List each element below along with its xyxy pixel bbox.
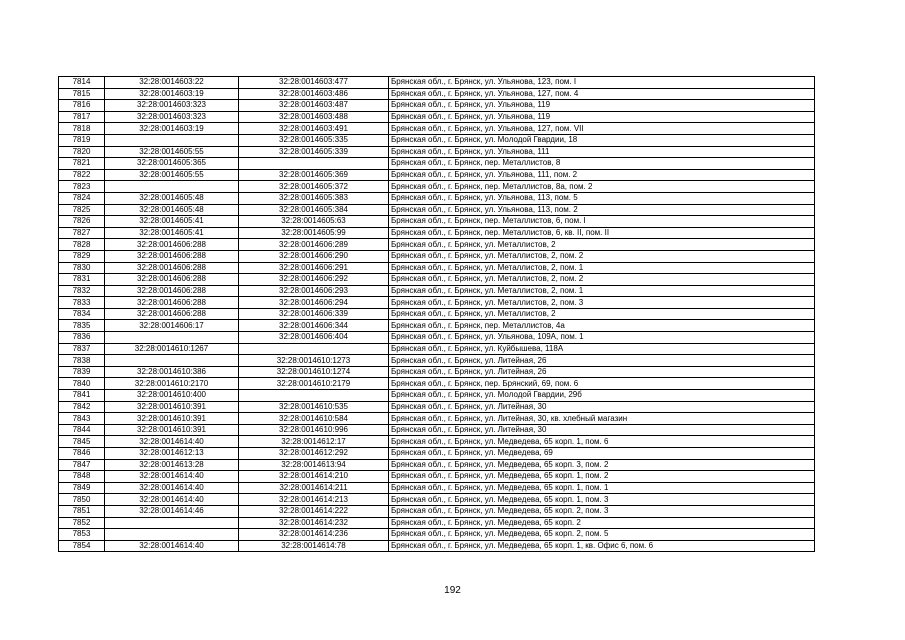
table-row — [59, 436, 815, 448]
cadastral-object-cell: 32:28:0014603:491 — [239, 123, 389, 135]
cadastral-object-cell: 32:28:0014605:369 — [239, 169, 389, 181]
cadastral-object-cell: 32:28:0014613:94 — [239, 459, 389, 471]
cadastral-parcel-cell: 32:28:0014606:288 — [105, 285, 239, 297]
address-cell: Брянская обл., г. Брянск, пер. Брянский, 69, пом. 6 — [389, 378, 815, 390]
cadastral-object-cell: 32:28:0014614:236 — [239, 529, 389, 541]
cadastral-object-cell: 32:28:0014610:1274 — [239, 366, 389, 378]
table-row — [59, 204, 815, 216]
row-number-cell: 7838 — [59, 355, 105, 367]
address-cell: Брянская обл., г. Брянск, ул. Металлистов, 2, пом. 1 — [389, 262, 815, 274]
row-number-cell: 7851 — [59, 505, 105, 517]
row-number-cell: 7821 — [59, 158, 105, 170]
cadastral-parcel-cell — [105, 181, 239, 193]
cadastral-parcel-cell: 32:28:0014610:1267 — [105, 343, 239, 355]
cadastral-parcel-cell: 32:28:0014606:17 — [105, 320, 239, 332]
cadastral-parcel-cell: 32:28:0014606:288 — [105, 274, 239, 286]
row-number-cell: 7854 — [59, 540, 105, 552]
cadastral-object-cell: 32:28:0014614:232 — [239, 517, 389, 529]
row-number-cell: 7817 — [59, 111, 105, 123]
address-cell: Брянская обл., г. Брянск, ул. Медведева, 65 корп. 1, кв. Офис 6, пом. 6 — [389, 540, 815, 552]
cadastral-object-cell: 32:28:0014606:291 — [239, 262, 389, 274]
table-row — [59, 459, 815, 471]
table-row — [59, 355, 815, 367]
cadastral-parcel-cell: 32:28:0014603:323 — [105, 111, 239, 123]
table-row — [59, 540, 815, 552]
address-cell: Брянская обл., г. Брянск, ул. Медведева, 65 корп. 2, пом. 3 — [389, 505, 815, 517]
cadastral-parcel-cell: 32:28:0014613:28 — [105, 459, 239, 471]
row-number-cell: 7814 — [59, 77, 105, 89]
cadastral-object-cell: 32:28:0014605:372 — [239, 181, 389, 193]
registry-table — [58, 76, 815, 552]
address-cell: Брянская обл., г. Брянск, ул. Литейная, 26 — [389, 355, 815, 367]
cadastral-object-cell: 32:28:0014606:294 — [239, 297, 389, 309]
table-row — [59, 111, 815, 123]
cadastral-parcel-cell: 32:28:0014614:40 — [105, 471, 239, 483]
table-row — [59, 77, 815, 89]
table-row — [59, 332, 815, 344]
cadastral-object-cell: 32:28:0014614:213 — [239, 494, 389, 506]
row-number-cell: 7835 — [59, 320, 105, 332]
address-cell: Брянская обл., г. Брянск, пер. Металлистов, 6, кв. II, пом. II — [389, 227, 815, 239]
table-row — [59, 169, 815, 181]
table-row — [59, 401, 815, 413]
cadastral-object-cell: 32:28:0014612:292 — [239, 448, 389, 460]
table-row — [59, 343, 815, 355]
address-cell: Брянская обл., г. Брянск, ул. Медведева, 65 корп. 3, пом. 2 — [389, 459, 815, 471]
table-row — [59, 378, 815, 390]
cadastral-object-cell: 32:28:0014606:289 — [239, 239, 389, 251]
address-cell: Брянская обл., г. Брянск, ул. Медведева, 65 корп. 2 — [389, 517, 815, 529]
cadastral-parcel-cell: 32:28:0014603:19 — [105, 88, 239, 100]
address-cell: Брянская обл., г. Брянск, пер. Металлистов, 8 — [389, 158, 815, 170]
cadastral-parcel-cell: 32:28:0014605:41 — [105, 227, 239, 239]
address-cell: Брянская обл., г. Брянск, ул. Ульянова, 123, пом. I — [389, 77, 815, 89]
cadastral-object-cell: 32:28:0014606:339 — [239, 308, 389, 320]
table-row — [59, 424, 815, 436]
row-number-cell: 7826 — [59, 216, 105, 228]
cadastral-parcel-cell: 32:28:0014603:323 — [105, 100, 239, 112]
table-row — [59, 146, 815, 158]
page-number: 192 — [444, 585, 461, 596]
row-number-cell: 7846 — [59, 448, 105, 460]
cadastral-parcel-cell: 32:28:0014614:40 — [105, 482, 239, 494]
address-cell: Брянская обл., г. Брянск, ул. Ульянова, 113, пом. 5 — [389, 192, 815, 204]
table-row — [59, 181, 815, 193]
table-row — [59, 274, 815, 286]
cadastral-parcel-cell: 32:28:0014605:55 — [105, 169, 239, 181]
cadastral-parcel-cell: 32:28:0014610:400 — [105, 390, 239, 402]
cadastral-parcel-cell: 32:28:0014603:19 — [105, 123, 239, 135]
cadastral-parcel-cell — [105, 529, 239, 541]
cadastral-object-cell: 32:28:0014605:383 — [239, 192, 389, 204]
table-row — [59, 262, 815, 274]
table-row — [59, 471, 815, 483]
table-row — [59, 239, 815, 251]
row-number-cell: 7818 — [59, 123, 105, 135]
row-number-cell: 7852 — [59, 517, 105, 529]
address-cell: Брянская обл., г. Брянск, ул. Медведева, 65 корп. 1, пом. 3 — [389, 494, 815, 506]
table-row — [59, 227, 815, 239]
cadastral-object-cell: 32:28:0014603:488 — [239, 111, 389, 123]
row-number-cell: 7850 — [59, 494, 105, 506]
cadastral-parcel-cell: 32:28:0014610:391 — [105, 413, 239, 425]
cadastral-parcel-cell: 32:28:0014605:48 — [105, 204, 239, 216]
cadastral-object-cell — [239, 343, 389, 355]
row-number-cell: 7825 — [59, 204, 105, 216]
row-number-cell: 7828 — [59, 239, 105, 251]
address-cell: Брянская обл., г. Брянск, ул. Медведева, 69 — [389, 448, 815, 460]
address-cell: Брянская обл., г. Брянск, ул. Медведева, 65 корп. 1, пом. 2 — [389, 471, 815, 483]
row-number-cell: 7822 — [59, 169, 105, 181]
table-row — [59, 413, 815, 425]
row-number-cell: 7816 — [59, 100, 105, 112]
address-cell: Брянская обл., г. Брянск, пер. Металлистов, 6, пом. I — [389, 216, 815, 228]
row-number-cell: 7832 — [59, 285, 105, 297]
cadastral-object-cell: 32:28:0014614:222 — [239, 505, 389, 517]
row-number-cell: 7847 — [59, 459, 105, 471]
cadastral-parcel-cell: 32:28:0014610:391 — [105, 401, 239, 413]
address-cell: Брянская обл., г. Брянск, ул. Ульянова, 109А, пом. 1 — [389, 332, 815, 344]
row-number-cell: 7837 — [59, 343, 105, 355]
row-number-cell: 7833 — [59, 297, 105, 309]
address-cell: Брянская обл., г. Брянск, ул. Молодой Гвардии, 29б — [389, 390, 815, 402]
cadastral-parcel-cell: 32:28:0014614:46 — [105, 505, 239, 517]
cadastral-parcel-cell: 32:28:0014614:40 — [105, 540, 239, 552]
cadastral-parcel-cell: 32:28:0014606:288 — [105, 297, 239, 309]
address-cell: Брянская обл., г. Брянск, ул. Металлистов, 2, пом. 3 — [389, 297, 815, 309]
cadastral-parcel-cell: 32:28:0014610:386 — [105, 366, 239, 378]
address-cell: Брянская обл., г. Брянск, ул. Ульянова, 119 — [389, 111, 815, 123]
table-row — [59, 216, 815, 228]
row-number-cell: 7844 — [59, 424, 105, 436]
table-row — [59, 158, 815, 170]
cadastral-parcel-cell: 32:28:0014605:41 — [105, 216, 239, 228]
cadastral-parcel-cell: 32:28:0014605:48 — [105, 192, 239, 204]
row-number-cell: 7830 — [59, 262, 105, 274]
table-row — [59, 88, 815, 100]
address-cell: Брянская обл., г. Брянск, ул. Ульянова, 127, пом. VII — [389, 123, 815, 135]
row-number-cell: 7820 — [59, 146, 105, 158]
address-cell: Брянская обл., г. Брянск, ул. Молодой Гвардии, 18 — [389, 134, 815, 146]
address-cell: Брянская обл., г. Брянск, ул. Металлистов, 2 — [389, 308, 815, 320]
row-number-cell: 7845 — [59, 436, 105, 448]
cadastral-parcel-cell — [105, 332, 239, 344]
cadastral-object-cell: 32:28:0014610:535 — [239, 401, 389, 413]
row-number-cell: 7836 — [59, 332, 105, 344]
cadastral-object-cell: 32:28:0014614:210 — [239, 471, 389, 483]
table-row — [59, 517, 815, 529]
cadastral-object-cell — [239, 158, 389, 170]
cadastral-object-cell: 32:28:0014603:477 — [239, 77, 389, 89]
table-row — [59, 134, 815, 146]
cadastral-object-cell: 32:28:0014603:486 — [239, 88, 389, 100]
row-number-cell: 7815 — [59, 88, 105, 100]
cadastral-parcel-cell — [105, 517, 239, 529]
cadastral-object-cell: 32:28:0014606:290 — [239, 250, 389, 262]
table-row — [59, 192, 815, 204]
cadastral-parcel-cell: 32:28:0014606:288 — [105, 262, 239, 274]
row-number-cell: 7848 — [59, 471, 105, 483]
address-cell: Брянская обл., г. Брянск, ул. Ульянова, 111, пом. 2 — [389, 169, 815, 181]
row-number-cell: 7829 — [59, 250, 105, 262]
cadastral-parcel-cell: 32:28:0014610:2170 — [105, 378, 239, 390]
address-cell: Брянская обл., г. Брянск, ул. Медведева, 65 корп. 1, пом. 6 — [389, 436, 815, 448]
cadastral-parcel-cell: 32:28:0014603:22 — [105, 77, 239, 89]
cadastral-parcel-cell: 32:28:0014614:40 — [105, 436, 239, 448]
cadastral-parcel-cell — [105, 355, 239, 367]
address-cell: Брянская обл., г. Брянск, ул. Литейная, 30, кв. хлебный магазин — [389, 413, 815, 425]
cadastral-object-cell: 32:28:0014605:339 — [239, 146, 389, 158]
table-row — [59, 100, 815, 112]
row-number-cell: 7840 — [59, 378, 105, 390]
cadastral-object-cell: 32:28:0014605:335 — [239, 134, 389, 146]
table-row — [59, 285, 815, 297]
cadastral-object-cell: 32:28:0014605:63 — [239, 216, 389, 228]
cadastral-object-cell: 32:28:0014605:384 — [239, 204, 389, 216]
cadastral-parcel-cell — [105, 134, 239, 146]
table-row — [59, 390, 815, 402]
address-cell: Брянская обл., г. Брянск, ул. Ульянова, 113, пом. 2 — [389, 204, 815, 216]
address-cell: Брянская обл., г. Брянск, ул. Металлистов, 2, пом. 2 — [389, 250, 815, 262]
cadastral-object-cell: 32:28:0014610:2179 — [239, 378, 389, 390]
row-number-cell: 7831 — [59, 274, 105, 286]
table-row — [59, 366, 815, 378]
cadastral-parcel-cell: 32:28:0014614:40 — [105, 494, 239, 506]
cadastral-object-cell: 32:28:0014614:78 — [239, 540, 389, 552]
row-number-cell: 7823 — [59, 181, 105, 193]
registry-table-body — [59, 77, 815, 552]
cadastral-object-cell: 32:28:0014606:293 — [239, 285, 389, 297]
cadastral-parcel-cell: 32:28:0014605:55 — [105, 146, 239, 158]
table-row — [59, 123, 815, 135]
table-row — [59, 308, 815, 320]
cadastral-object-cell: 32:28:0014606:292 — [239, 274, 389, 286]
row-number-cell: 7839 — [59, 366, 105, 378]
address-cell: Брянская обл., г. Брянск, ул. Медведева, 65 корп. 1, пом. 1 — [389, 482, 815, 494]
table-row — [59, 494, 815, 506]
address-cell: Брянская обл., г. Брянск, ул. Литейная, 30 — [389, 424, 815, 436]
address-cell: Брянская обл., г. Брянск, ул. Медведева, 65 корп. 2, пом. 5 — [389, 529, 815, 541]
address-cell: Брянская обл., г. Брянск, пер. Металлистов, 8а, пом. 2 — [389, 181, 815, 193]
cadastral-object-cell: 32:28:0014606:404 — [239, 332, 389, 344]
table-row — [59, 320, 815, 332]
table-row — [59, 482, 815, 494]
cadastral-object-cell: 32:28:0014614:211 — [239, 482, 389, 494]
cadastral-object-cell: 32:28:0014610:584 — [239, 413, 389, 425]
address-cell: Брянская обл., г. Брянск, ул. Ульянова, 127, пом. 4 — [389, 88, 815, 100]
table-row — [59, 448, 815, 460]
cadastral-parcel-cell: 32:28:0014606:288 — [105, 308, 239, 320]
cadastral-object-cell — [239, 390, 389, 402]
row-number-cell: 7841 — [59, 390, 105, 402]
cadastral-object-cell: 32:28:0014610:1273 — [239, 355, 389, 367]
cadastral-object-cell: 32:28:0014605:99 — [239, 227, 389, 239]
address-cell: Брянская обл., г. Брянск, ул. Металлистов, 2, пом. 1 — [389, 285, 815, 297]
row-number-cell: 7842 — [59, 401, 105, 413]
address-cell: Брянская обл., г. Брянск, ул. Ульянова, 111 — [389, 146, 815, 158]
cadastral-parcel-cell: 32:28:0014606:288 — [105, 239, 239, 251]
cadastral-object-cell: 32:28:0014603:487 — [239, 100, 389, 112]
row-number-cell: 7824 — [59, 192, 105, 204]
table-row — [59, 505, 815, 517]
row-number-cell: 7843 — [59, 413, 105, 425]
address-cell: Брянская обл., г. Брянск, ул. Куйбышева, 118А — [389, 343, 815, 355]
table-row — [59, 529, 815, 541]
row-number-cell: 7819 — [59, 134, 105, 146]
row-number-cell: 7834 — [59, 308, 105, 320]
cadastral-parcel-cell: 32:28:0014612:13 — [105, 448, 239, 460]
table-row — [59, 250, 815, 262]
cadastral-parcel-cell: 32:28:0014610:391 — [105, 424, 239, 436]
cadastral-parcel-cell: 32:28:0014606:288 — [105, 250, 239, 262]
row-number-cell: 7849 — [59, 482, 105, 494]
cadastral-parcel-cell: 32:28:0014605:365 — [105, 158, 239, 170]
address-cell: Брянская обл., г. Брянск, ул. Литейная, 26 — [389, 366, 815, 378]
table-row — [59, 297, 815, 309]
row-number-cell: 7853 — [59, 529, 105, 541]
cadastral-object-cell: 32:28:0014612:17 — [239, 436, 389, 448]
address-cell: Брянская обл., г. Брянск, ул. Литейная, 30 — [389, 401, 815, 413]
address-cell: Брянская обл., г. Брянск, пер. Металлистов, 4а — [389, 320, 815, 332]
address-cell: Брянская обл., г. Брянск, ул. Металлистов, 2, пом. 2 — [389, 274, 815, 286]
address-cell: Брянская обл., г. Брянск, ул. Металлистов, 2 — [389, 239, 815, 251]
row-number-cell: 7827 — [59, 227, 105, 239]
cadastral-object-cell: 32:28:0014606:344 — [239, 320, 389, 332]
cadastral-object-cell: 32:28:0014610:996 — [239, 424, 389, 436]
address-cell: Брянская обл., г. Брянск, ул. Ульянова, 119 — [389, 100, 815, 112]
